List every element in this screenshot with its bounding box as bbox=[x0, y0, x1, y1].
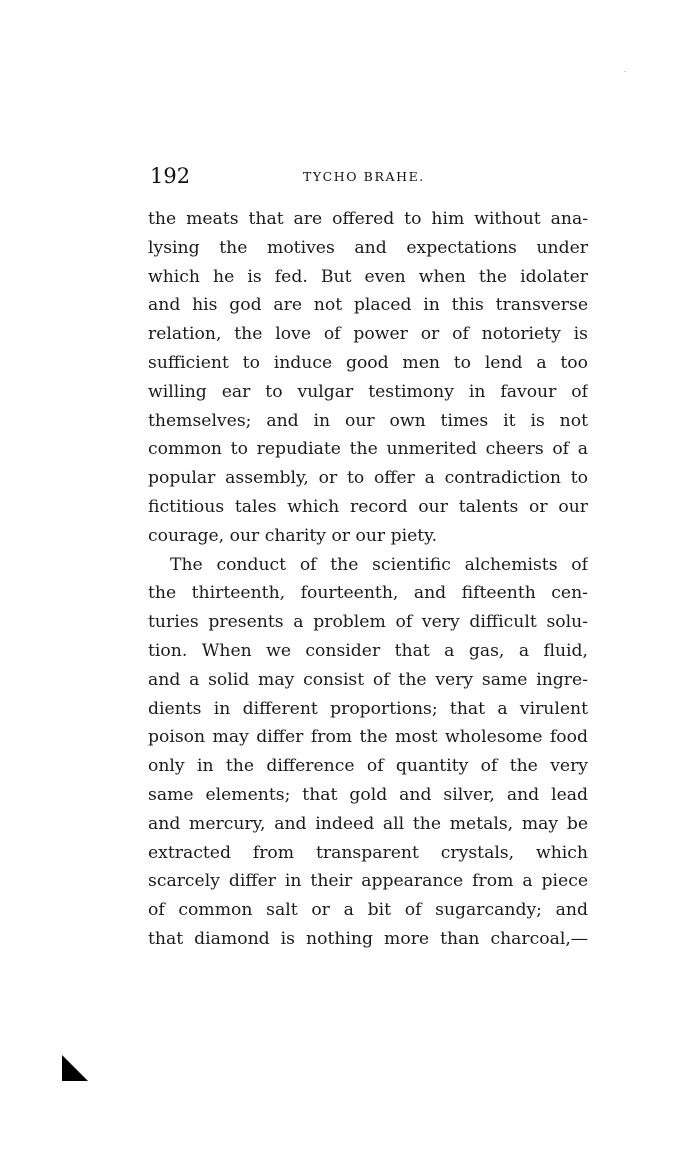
text-line: of common salt or a bit of sugarcandy; and bbox=[148, 900, 588, 921]
text-line: lysing the motives and expectations under bbox=[148, 237, 588, 258]
corner-triangle-icon bbox=[62, 1055, 88, 1081]
paragraph-1 bbox=[148, 205, 588, 551]
text-line: tion. When we consider that a gas, a fluid, bbox=[148, 640, 588, 661]
text-line: only in the difference of quantity of the very bbox=[148, 756, 588, 777]
text-line: poison may differ from the most wholesome food bbox=[148, 727, 588, 748]
text-line: the thirteenth, fourteenth, and fifteenth cen- bbox=[148, 583, 588, 604]
text-line: relation, the love of power or of notoriety is bbox=[148, 324, 588, 345]
text-line: turies presents a problem of very difficult solu- bbox=[148, 612, 588, 633]
text-line: and his god are not placed in this transverse bbox=[148, 295, 588, 316]
text-line: courage, our charity or our piety. bbox=[148, 525, 438, 546]
text-line: and mercury, and indeed all the metals, may be bbox=[148, 813, 588, 834]
text-line: common to repudiate the unmerited cheers of a bbox=[148, 439, 588, 460]
text-line: extracted from transparent crystals, which bbox=[148, 842, 588, 863]
text-line: The conduct of the scientific alchemists of bbox=[170, 554, 588, 575]
text-line: popular assembly, or to offer a contradiction to bbox=[148, 468, 588, 489]
text-line: themselves; and in our own times it is not bbox=[148, 410, 588, 431]
text-line: which he is fed. But even when the idolater bbox=[148, 266, 588, 287]
text-line: sufficient to induce good men to lend a too bbox=[148, 352, 588, 373]
paragraph-2 bbox=[148, 551, 588, 954]
scan-speck: · bbox=[624, 69, 626, 76]
running-head: TYCHO BRAHE. bbox=[303, 169, 425, 184]
text-line: scarcely differ in their appearance from a piece bbox=[148, 871, 588, 892]
page-number: 192 bbox=[150, 164, 191, 188]
text-line: the meats that are offered to him without ana- bbox=[148, 209, 588, 229]
body-text bbox=[148, 205, 588, 954]
text-line: and a solid may consist of the very same ingre- bbox=[148, 669, 588, 690]
text-line: same elements; that gold and silver, and lead bbox=[148, 784, 588, 805]
text-line: that diamond is nothing more than charcoal,— bbox=[148, 928, 588, 949]
text-line: willing ear to vulgar testimony in favour of bbox=[148, 381, 588, 402]
page-header bbox=[150, 163, 590, 193]
text-line: fictitious tales which record our talents or our bbox=[148, 496, 588, 517]
text-line: dients in different proportions; that a virulent bbox=[148, 698, 588, 719]
